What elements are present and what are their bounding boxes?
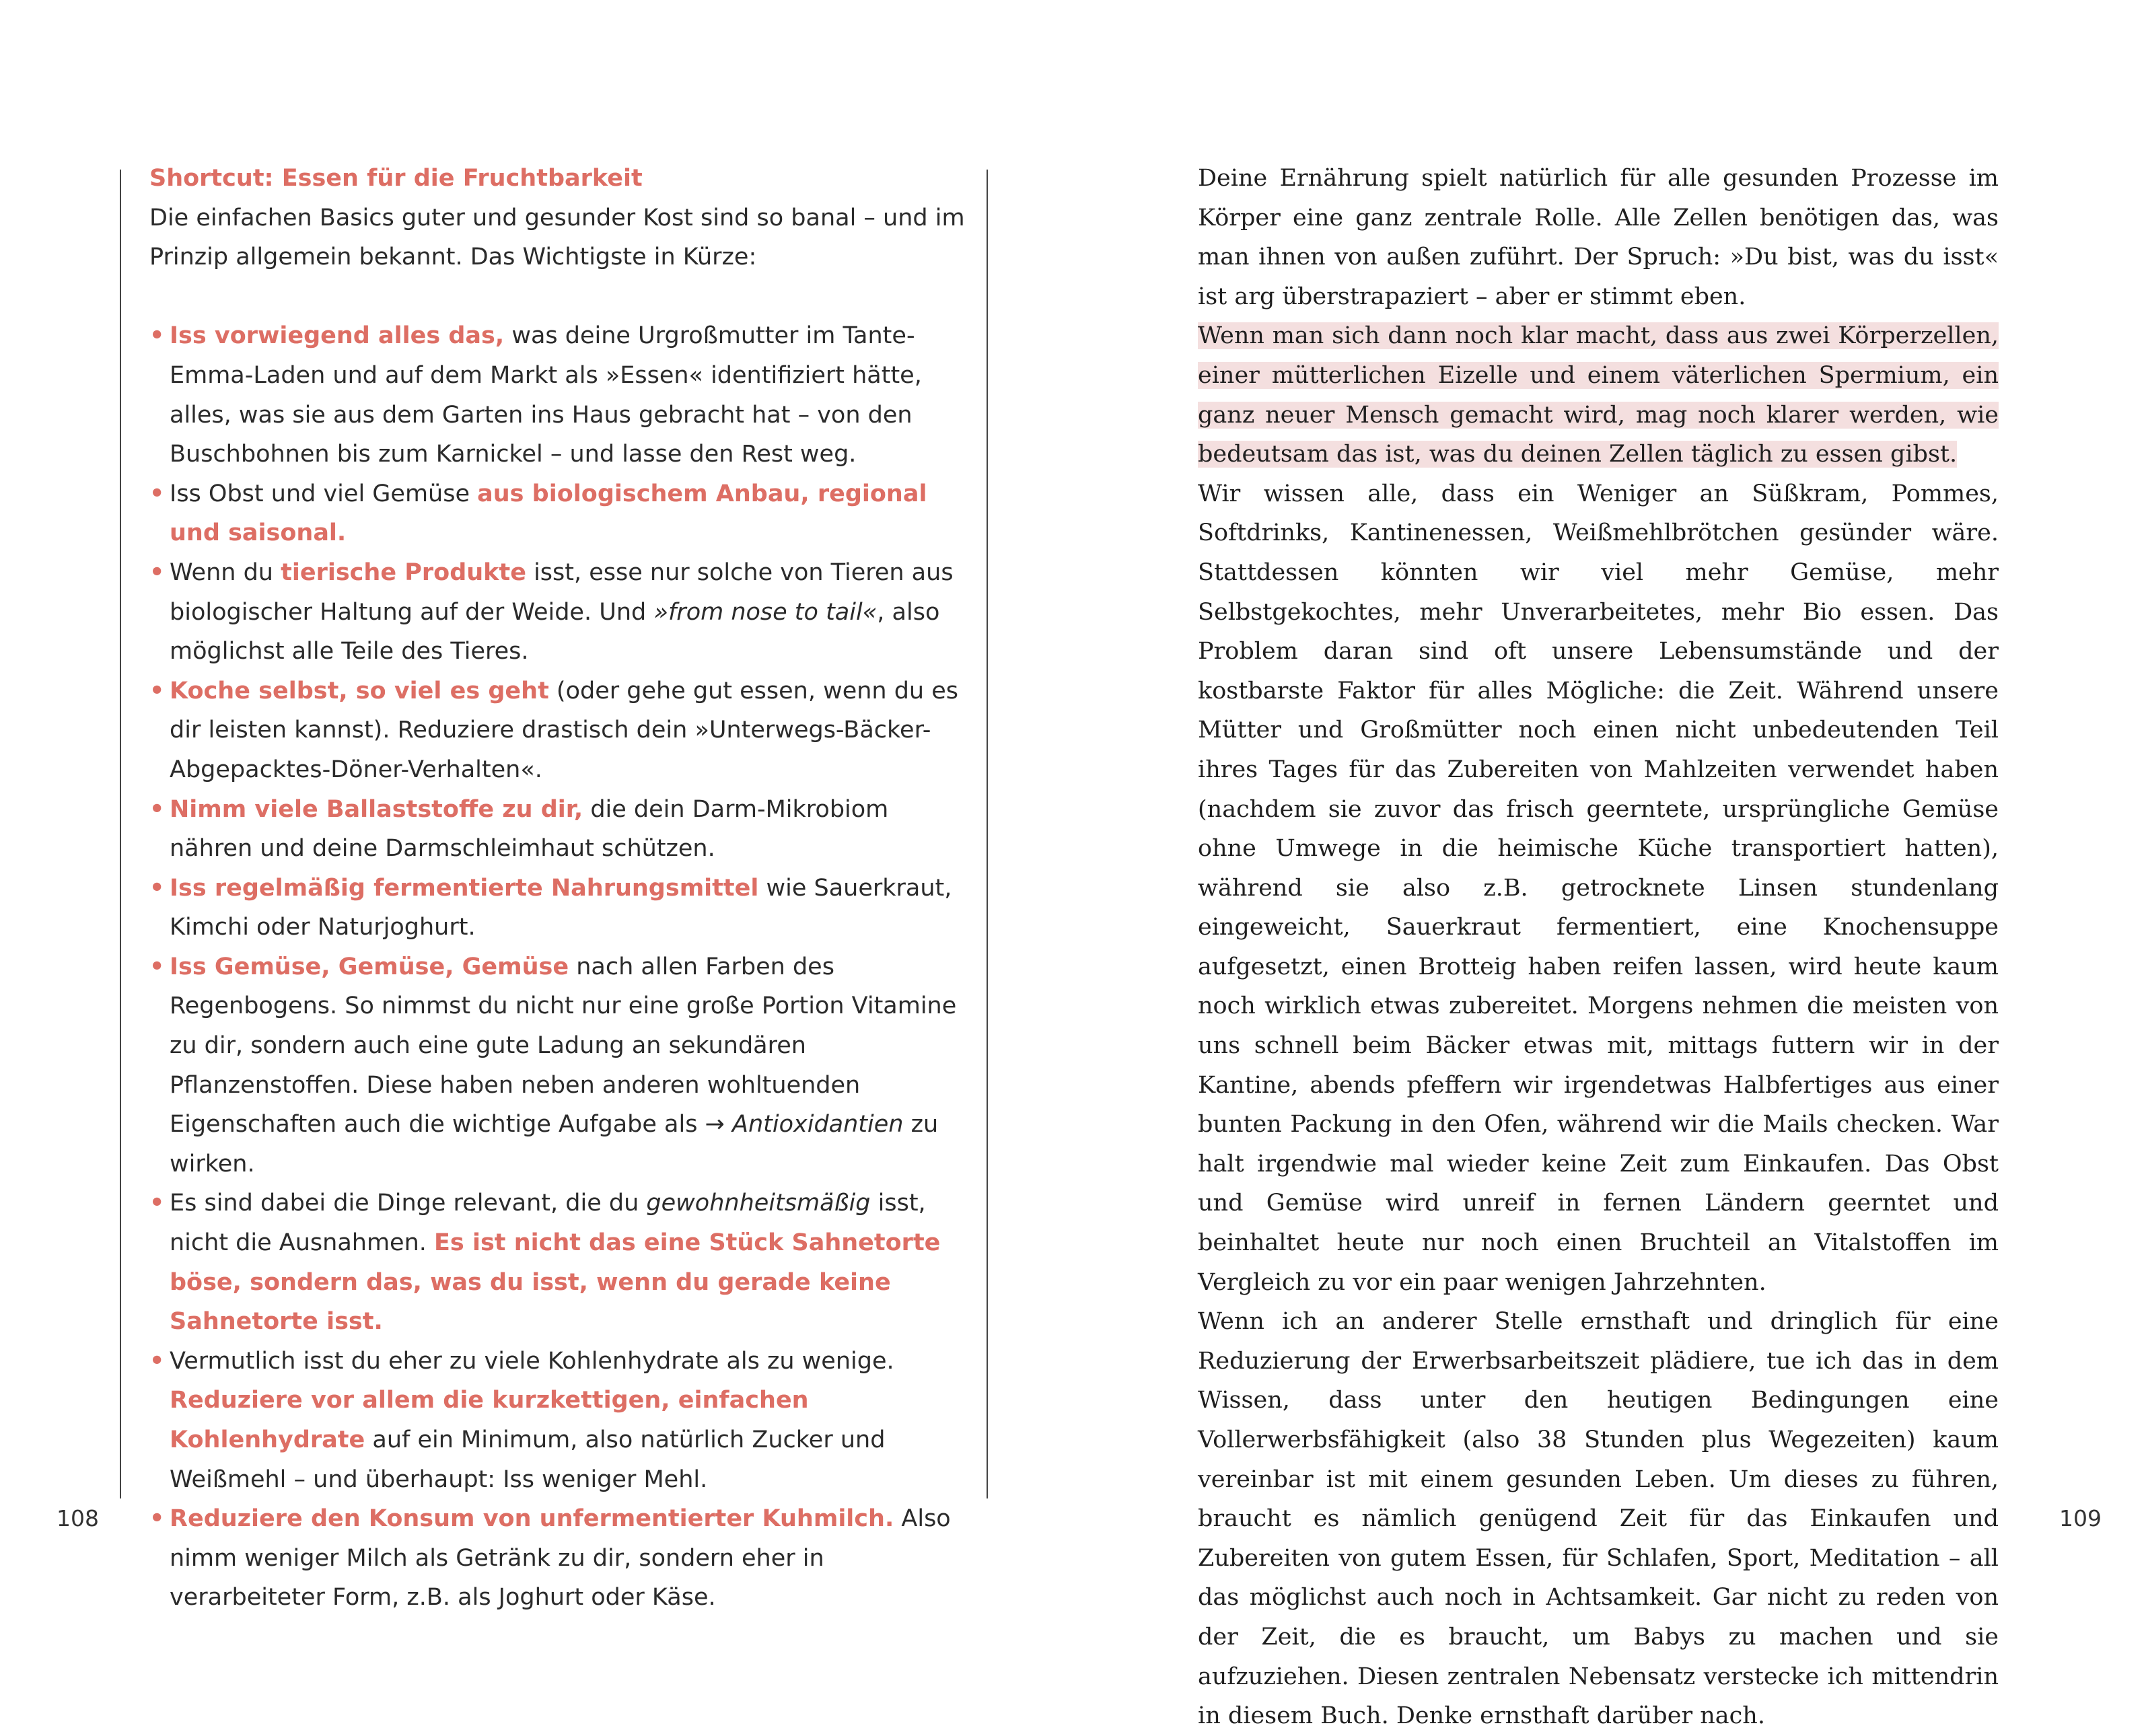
paragraph-2-highlighted bbox=[1198, 316, 1999, 474]
list-item-highlight: aus biologischem Anbau, regional und saisonal. bbox=[170, 480, 927, 547]
list-item-highlight: Iss regelmäßig fermentierte Nahrungsmittel bbox=[170, 874, 759, 902]
page-number-right: 109 bbox=[2059, 1505, 2102, 1531]
list-item bbox=[149, 553, 970, 672]
list-item bbox=[149, 1342, 970, 1499]
list-item-text: Iss Obst und viel Gemüse bbox=[170, 480, 478, 507]
list-item-highlight: Reduziere vor allem die kurzkettigen, einfachen Kohlenhydrate bbox=[170, 1387, 809, 1453]
list-item-text: nach allen Farben des Regenbogens. So nimmst du nicht nur eine große Portion Vitamine zu dir, sondern auch eine gute Ladung an sekundären Pflanzenstoffen. Diese haben neben anderen wohltuenden Eigenschaften auch die wichtige Aufgabe als → bbox=[170, 953, 957, 1138]
list-item bbox=[149, 672, 970, 790]
list-item-text: Also nimm weniger Milch als Getränk zu dir, sondern eher in verarbeiteter Form, z.B. als Joghurt oder Käse. bbox=[170, 1505, 951, 1612]
list-item-text: Es sind dabei die Dinge relevant, die du bbox=[170, 1190, 647, 1217]
list-item-highlight: Reduziere den Konsum von unfermentierter Kuhmilch. bbox=[170, 1505, 894, 1533]
list-item-highlight: tierische Produkte bbox=[281, 558, 526, 586]
list-item-highlight: Nimm viele Ballaststoffe zu dir, bbox=[170, 795, 583, 823]
list-item-text: was deine Urgroßmutter im Tante-Emma-Laden und auf dem Markt als »Essen« identifiziert hätte, alles, was sie aus dem Garten ins Haus gebracht hat – von den Buschbohnen bis zum Karnickel – und lasse den Rest weg. bbox=[170, 322, 922, 468]
list-item-highlight: Iss Gemüse, Gemüse, Gemüse bbox=[170, 953, 569, 980]
list-item-text: die dein Darm-Mikrobiom nähren und deine Darmschleimhaut schützen. bbox=[170, 795, 889, 863]
list-item-text: auf ein Minimum, also natürlich Zucker und Weißmehl – und überhaupt: Iss weniger Mehl. bbox=[170, 1426, 886, 1493]
paragraph-3: Wir wissen alle, dass ein Weniger an Süßkram, Pommes, Softdrinks, Kantinenessen, Weißmehlbrötchen gesünder wäre. Stattdessen könnten wir viel mehr Gemüse, mehr Selbstgekochtes, mehr Unverarbeitetes, mehr Bio essen. Das Problem daran sind oft unsere Lebensumstände und der kostbarste Faktor für alles Mögliche: die Zeit. Während unsere Mütter und Großmütter noch einen nicht unbedeutenden Teil ihres Tages für das Zubereiten von Mahlzeiten verwendet haben (nachdem sie zuvor das frisch geerntete, ursprüngliche Gemüse ohne Umwege in die heimische Küche transportiert hatten), während sie also z.B. getrocknete Linsen stundenlang eingeweicht, Sauerkraut fermentiert, eine Knochensuppe aufgesetzt, einen Brotteig haben reifen lassen, wird heute kaum noch wirklich etwas zubereitet. Morgens nehmen die meisten von uns schnell beim Bäcker etwas mit, mittags futtern wir in der Kantine, abends pfeffern wir irgendetwas Halbfertiges aus einer bunten Packung in den Ofen, während wir die Mails checken. War halt irgendwie mal wieder keine Zeit zum Einkaufen. Das Obst und Gemüse wird unreif in fernen Ländern geerntet und beinhaltet heute nur noch einen Bruchteil an Vitalstoffen im Vergleich zu vor ein paar wenigen Jahrzehnten. bbox=[1198, 480, 1999, 1296]
shortcut-intro: Die einfachen Basics guter und gesunder Kost sind so banal – und im Prinzip allgemein bekannt. Das Wichtigste in Kürze: bbox=[149, 204, 965, 271]
list-item-highlight: Koche selbst, so viel es geht bbox=[170, 677, 549, 704]
list-item-italic: gewohnheitsmäßig bbox=[646, 1190, 871, 1217]
list-item bbox=[149, 316, 970, 474]
list-item-italic: »from nose to tail« bbox=[653, 598, 878, 626]
list-item-highlight: Iss vorwiegend alles das, bbox=[170, 322, 505, 350]
shortcut-heading: Shortcut: Essen für die Fruchtbarkeit bbox=[149, 165, 643, 192]
left-page-column bbox=[149, 159, 970, 1618]
list-item-text: isst, nicht die Ausnahmen. bbox=[170, 1190, 926, 1257]
list-item-text: , also möglichst alle Teile des Tieres. bbox=[170, 598, 940, 665]
text-highlight: Wenn man sich dann noch klar macht, dass aus zwei Körperzellen, einer mütterlichen Eizelle und einem väterlichen Spermium, ein ganz neuer Mensch gemacht wird, mag noch klarer werden, wie bedeutsam das ist, was du deinen Zellen täglich zu essen gibst. bbox=[1198, 322, 1999, 468]
page-number-left: 108 bbox=[57, 1505, 99, 1531]
gutter-rule bbox=[987, 170, 988, 1498]
list-item-text: isst, esse nur solche von Tieren aus biologischer Haltung auf der Weide. Und bbox=[170, 558, 954, 626]
list-item-highlight: Es ist nicht das eine Stück Sahnetorte böse, sondern das, was du isst, wenn du gerade keine Sahnetorte isst. bbox=[170, 1229, 941, 1336]
list-item bbox=[149, 474, 970, 553]
list-item bbox=[149, 869, 970, 947]
list-item-text: zu wirken. bbox=[170, 1111, 939, 1178]
paragraph-1: Deine Ernährung spielt natürlich für alle gesunden Prozesse im Körper eine ganz zentrale Rolle. Alle Zellen benötigen das, was man ihnen von außen zuführt. Der Spruch: »Du bist, was du isst« ist arg überstrapaziert – aber er stimmt eben. bbox=[1198, 165, 1999, 310]
list-item bbox=[149, 1184, 970, 1341]
list-item-text: Vermutlich isst du eher zu viele Kohlenhydrate als zu wenige. bbox=[170, 1347, 894, 1375]
list-item bbox=[149, 1499, 970, 1618]
list-item-text: Wenn du bbox=[170, 558, 281, 586]
list-item bbox=[149, 947, 970, 1184]
right-page-column bbox=[1198, 159, 1999, 1736]
list-item bbox=[149, 790, 970, 869]
list-item-italic: Antioxidantien bbox=[732, 1111, 904, 1138]
left-margin-rule bbox=[120, 170, 121, 1498]
shortcut-list bbox=[149, 316, 970, 1618]
list-item-text: (oder gehe gut essen, wenn du es dir leisten kannst). Reduziere drastisch dein »Unterwegs-Bäcker-Abgepacktes-Döner-Verhalten«. bbox=[170, 677, 959, 783]
list-item-text: wie Sauerkraut, Kimchi oder Naturjoghurt. bbox=[170, 874, 952, 941]
paragraph-4: Wenn ich an anderer Stelle ernsthaft und dringlich für eine Reduzierung der Erwerbsarbeitszeit plädiere, tue ich das in dem Wissen, dass unter den heutigen Bedingungen eine Vollerwerbsfähigkeit (also 38 Stunden plus Wegezeiten) kaum vereinbar ist mit einem gesunden Leben. Um dieses zu führen, braucht es nämlich genügend Zeit für das Einkaufen und Zubereiten von gutem Essen, für Schlafen, Sport, Meditation – all das möglichst auch noch in Achtsamkeit. Gar nicht zu reden von der Zeit, die es braucht, um Babys zu machen und sie aufzuziehen. Diesen zentralen Nebensatz verstecke ich mittendrin in diesem Buch. Denke ernsthaft darüber nach. bbox=[1198, 1308, 1999, 1730]
